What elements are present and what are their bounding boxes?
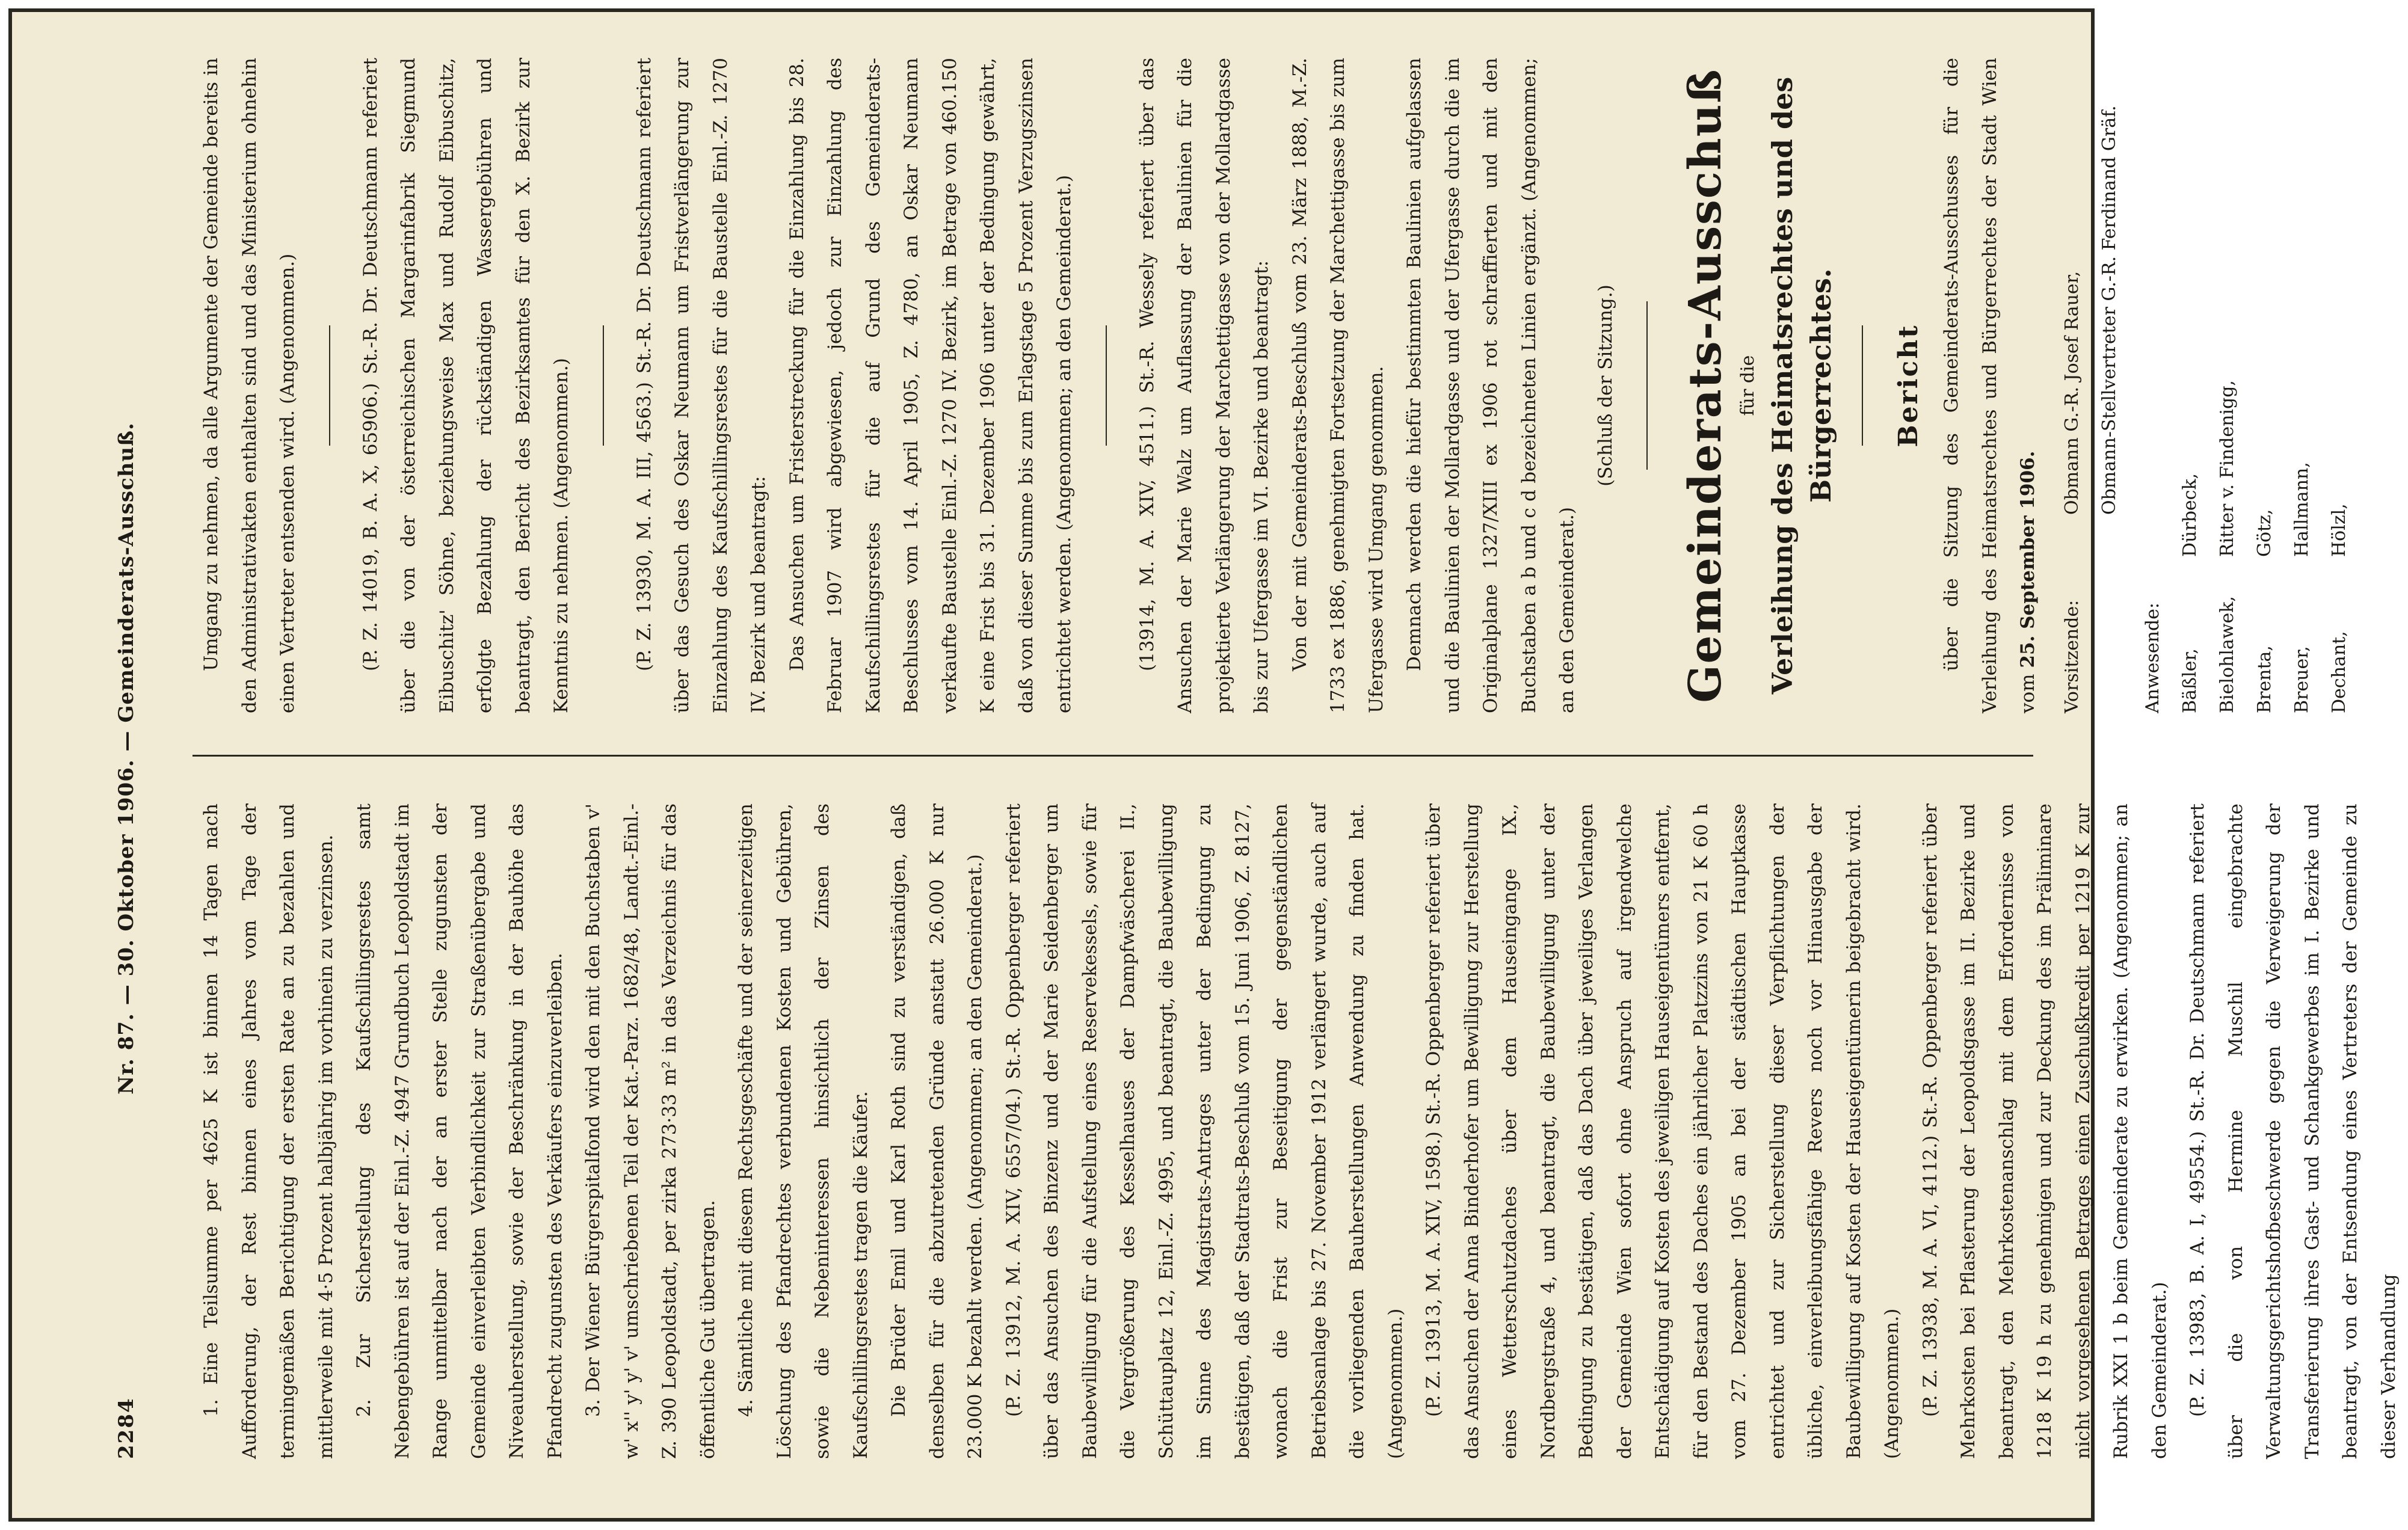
paragraph: (13914, M. A. XIV, 4511.) St.-R. Wessely referiert über das Ansuchen der Marie Walz um Auflassung der Baulinien für die projektierte Verlängerung der Marchettigasse von der Mollardgasse bis zur Ufergasse im VI. Bezirke und beantragt: (1136, 58, 1272, 713)
chair-label: Vorsitzende: (2061, 600, 2083, 713)
member-name: Ritter v. Findenigg, (2216, 380, 2238, 557)
column-divider (192, 755, 2033, 757)
member-name: Hölzl, (2328, 503, 2350, 557)
section-rule (1646, 301, 1648, 470)
report-intro (1933, 58, 2048, 713)
member-name (2246, 220, 2283, 376)
paragraph: Umgang zu nehmen, da alle Argumente der Gemeinde bereits in den Administrativakten enthalten sind und das Ministerium ohnehin einen Vertreter entsenden wird. (Angenommen.) (200, 58, 298, 713)
member-name: Götz, (2253, 509, 2275, 557)
rotated-printed-sheet (30, 34, 2400, 1495)
paragraph: Die Brüder Emil und Karl Roth sind zu verständigen, daß denselben für die abzutretenden Gründe anstatt 26.000 K nur 23.000 K bezahlt werden. (Angenommen; an den Gemeinderat.) (888, 803, 986, 1459)
report-heading: Bericht (1893, 324, 1924, 447)
paragraph: 2. Zur Sicherstellung des Kaufschillingsrestes samt Nebengebühren ist auf der Einl.-Z. 4947 Grundbuch Leopoldstadt im Range unmittelbar nach der an erster Stelle zugunsten der Gemeinde einverleibten Verbindlichkeit zur Straßenübergabe und Niveauherstellung, sowie der Beschränkung in der Bauhöhe das Pfandrecht zugunsten des Verkäufers einzuverleiben. (353, 803, 566, 1459)
member-name (2209, 220, 2246, 376)
right-column (192, 58, 2350, 713)
present-names-grid (2172, 220, 2358, 713)
separator-rule (1106, 325, 1107, 446)
paragraph: (P. Z. 13930, M. A. III, 4563.) St.-R. Dr. Deutschmann referiert über das Gesuch des Oskar Neumann um Fristverlängerung zur Einzahlung des Kaufschillingsrestes für die Baustelle Einl.-Z. 1270 IV. Bezirk und beantragt: (633, 58, 769, 713)
paragraph: Demnach werden die hiefür bestimmten Baulinien aufgelassen und die Baulinien der Mollardgasse und der Ufergasse durch die im Originalplane 1327/XIII ex 1906 rot schraffierten und mit den Buchstaben a b und c d bezeichneten Linien ergänzt. (Angenommen; an den Gemeinderat.) (1403, 58, 1578, 713)
left-column (192, 803, 2400, 1459)
member-name (2321, 220, 2358, 376)
committee-fuer: für die (1737, 355, 1758, 416)
report-date: 25. September 1906. (2017, 450, 2039, 668)
member-name (2172, 220, 2209, 376)
present-block (2134, 58, 2358, 713)
page-number: 2284 (114, 1397, 138, 1459)
member-name: Brenta, (2253, 645, 2275, 713)
member-name: Hallmann, (2291, 462, 2312, 557)
paragraph: (P. Z. 13983, B. A. I, 49554.) St.-R. Dr. Deutschmann referiert über die von Hermine Muschil eingebrachte Verwaltungsgerichtshofbeschwerde gegen die Verweigerung der Transferierung ihres Gast- und Schankgewerbes im I. Bezirke und beantragt, von der Entsendung eines Vertreters der Gemeinde zu dieser Verhandlung (2187, 803, 2400, 1459)
member-name: Bielohlawek, (2216, 596, 2238, 713)
present-label: Anwesende: (2142, 603, 2163, 713)
member-name: Dürbeck, (2179, 473, 2200, 557)
committee-subtitle: Verleihung des Heimatsrechtes und des Bürgerrechtes. (1766, 76, 1837, 695)
member-name: Dechant, (2328, 631, 2350, 713)
paragraph: 1. Eine Teilsumme per 4625 K ist binnen 14 Tagen nach Aufforderung, der Rest binnen eines Jahres vom Tage der termingemäßen Berichtigung der ersten Rate an zu bezahlen und mittlerweile mit 4·5 Prozent halbjährig im vorhinein zu verzinsen. (200, 803, 337, 1459)
committee-title: Gemeinderats-Ausschuß (1680, 68, 1731, 703)
report-intro-lead: über die Sitzung des Gemeinderats-Ausschusses für die Verleihung des Heimatsrechtes und Bürgerrechtes der Stadt Wien vom (1941, 58, 2039, 713)
session-closing: (Schluß der Sitzung.) (1594, 284, 1616, 487)
scanned-page (8, 8, 2400, 1522)
vice-chair-name: Obmann-Stellvertreter G.-R. Ferdinand Gräf. (2098, 105, 2120, 515)
paragraph: (P. Z. 13913, M. A. XIV, 1598.) St.-R. Oppenberger referiert über das Ansuchen der Anna Binderhofer um Bewilligung zur Herstellung eines Wetterschutzdaches über dem Hauseingange IX., Nordbergstraße 4, und beantragt, die Baubewilligung unter der Bedingung zu bestätigen, daß das Dach über jeweiliges Verlangen der Gemeinde Wien sofort ohne Anspruch auf irgendwelche Entschädigung auf Kosten des jeweiligen Hauseigentümers entfernt, für den Bestand des Daches ein jährlicher Platzzins von 21 K 60 h vom 27. Dezember 1905 an bei der städtischen Hauptkasse entrichtet und zur Sicherstellung dieser Verpflichtungen der übliche, einverleibungsfähige Revers noch vor Hinausgabe der Baubewilligung auf Kosten der Hauseigentümerin beigebracht wird. (Angenommen.) (1423, 803, 1903, 1459)
paragraph: Das Ansuchen um Fristerstreckung für die Einzahlung bis 28. Februar 1907 wird abgewiesen, jedoch zur Einzahlung des Kaufschillingsrestes für die auf Grund des Gemeinderats-Beschlusses vom 14. April 1905, Z. 4780, an Oskar Neumann verkaufte Baustelle Einl.-Z. 1270 IV. Bezirk, im Betrage von 460.150 K eine Frist bis 31. Dezember 1906 unter der Bedingung gewährt, daß von dieser Summe bis zum Erlagstage 5 Prozent Verzugszinsen entrichtet werden. (Angenommen; an den Gemeinderat.) (786, 58, 1075, 713)
running-title: Nr. 87. — 30. Oktober 1906. — Gemeinderats-Ausschuß. (114, 422, 138, 1095)
member-name: Breuer, (2291, 646, 2312, 713)
paragraph: 4. Sämtliche mit diesem Rechtsgeschäfte und der seinerzeitigen Löschung des Pfandrechtes verbundenen Kosten und Gebühren, sowie die Nebeninteressen hinsichtlich der Zinsen des Kaufschillingsrestes tragen die Käufer. (735, 803, 872, 1459)
separator-rule (329, 325, 330, 446)
separator-rule (603, 325, 604, 446)
paragraph: (P. Z. 13912, M. A. XIV, 6557/04.) St.-R. Oppenberger referiert über das Ansuchen des Binzenz und der Marie Seidenberger um Baubewilligung für die Aufstellung eines Reservekessels, sowie für die Vergrößerung des Kesselhauses der Dampfwäscherei II., Schüttauplatz 12, Einl.-Z. 4995, und beantragt, die Baubewilligung im Sinne des Magistrats-Antrages unter der Bedingung zu bestätigen, daß der Stadtrats-Beschluß vom 15. Juni 1906, Z. 8127, wonach die Frist zur Beseitigung der gegenständlichen Betriebsanlage bis 27. November 1912 verlängert wurde, auch auf die vorliegenden Bauherstellungen Anwendung zu finden hat. (Angenommen.) (1002, 803, 1406, 1459)
chair-block (2054, 58, 2128, 713)
member-name (2283, 220, 2321, 376)
member-name: Bäßler, (2179, 648, 2200, 713)
paragraph: (P. Z. 13938, M. A. VI, 4112.) St.-R. Oppenberger referiert über Mehrkosten bei Pflasterung der Leopoldsgasse im II. Bezirke und beantragt, den Mehrkostenanschlag mit dem Erfordernisse von 1218 K 19 h zu genehmigen und zur Deckung des im Präliminare nicht vorgesehenen Betrages einen Zuschußkredit per 1219 K zur Rubrik XXI 1 b beim Gemeinderate zu erwirken. (Angenommen; an den Gemeinderat.) (1919, 803, 2170, 1459)
paragraph: 3. Der Wiener Bürgerspitalfond wird den mit den Buchstaben v' w' x'' y' y' v' umschriebenen Teil der Kat.-Parz. 1682/48, Landt.-Einl.-Z. 390 Leopoldstadt, per zirka 273·33 m² in das Verzeichnis für das öffentliche Gut übertragen. (582, 803, 719, 1459)
paragraph: Von der mit Gemeinderats-Beschluß vom 23. März 1888, M.-Z. 1733 ex 1886, genehmigten Fortsetzung der Marchettigasse bis zum Ufergasse wird Umgang genommen. (1289, 58, 1387, 713)
paragraph: (P. Z. 14019, B. A. X, 65906.) St.-R. Dr. Deutschmann referiert über die von der österreichischen Margarinfabrik Siegmund Eibuschitz' Söhne, beziehungsweise Max und Rudolf Eibuschitz, erfolgte Bezahlung der rückständigen Wassergebühren und beantragt, den Bericht des Bezirksamtes für den X. Bezirk zur Kenntnis zu nehmen. (Angenommen.) (359, 58, 572, 713)
chair-name: Obmann G.-R. Josef Rauer, (2061, 271, 2083, 515)
section-rule (1862, 325, 1863, 446)
running-header (114, 58, 150, 1459)
